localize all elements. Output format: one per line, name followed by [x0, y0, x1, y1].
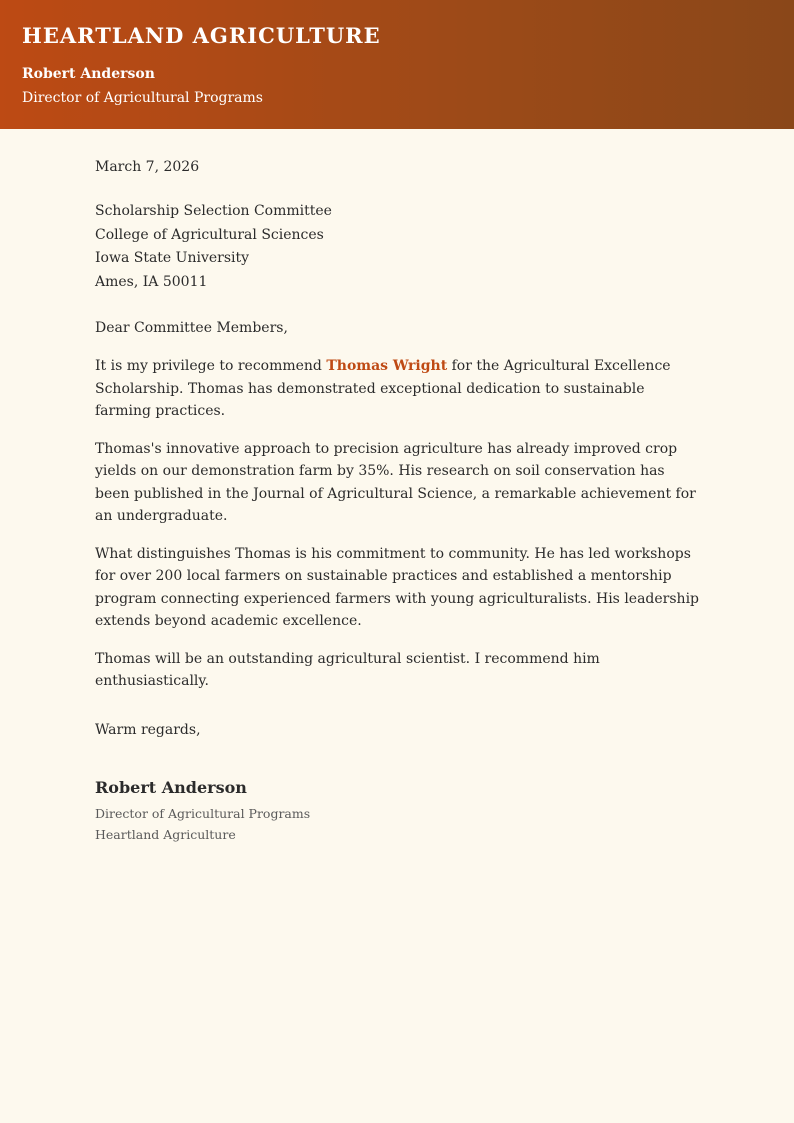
- recipient-line-2: College of Agricultural Sciences: [95, 226, 324, 243]
- paragraph-1-rest: for the Agricultural Excellence Scholarship. Thomas has demonstrated exceptional dedication to sustainable farming practices.: [95, 358, 671, 419]
- letter-date: March 7, 2026: [95, 159, 200, 175]
- candidate-name: Thomas Wright: [326, 358, 448, 374]
- letterhead: [0, 0, 794, 129]
- signature-name: Robert Anderson: [95, 777, 247, 797]
- signature-organization: Heartland Agriculture: [95, 826, 236, 842]
- signature-title: Director of Agricultural Programs: [95, 805, 311, 821]
- paragraph-4: Thomas will be an outstanding agricultural scientist. I recommend him enthusiastically.: [95, 650, 600, 689]
- letter-body: [0, 156, 794, 845]
- recipient-line-1: Scholarship Selection Committee: [95, 203, 332, 219]
- sender-title: Director of Agricultural Programs: [22, 90, 263, 106]
- organization-name: HEARTLAND AGRICULTURE: [22, 23, 381, 48]
- paragraph-2: Thomas's innovative approach to precision agriculture has already improved crop yields on our demonstration farm by 35%. His research on soil conservation has been published in the Journal of Agricultural Science, a remarkable achievement for an undergraduate.: [95, 440, 696, 524]
- paragraph-3: What distinguishes Thomas is his commitment to community. He has led workshops for over 200 local farmers on sustainable practices and established a mentorship program connecting experienced farmers with young agriculturalists. His leadership extends beyond academic excellence.: [95, 545, 700, 629]
- sender-name: Robert Anderson: [22, 66, 155, 82]
- paragraph-1: [95, 355, 699, 423]
- recipient-line-3: Iowa State University: [95, 250, 250, 266]
- paragraph-1-intro: It is my privilege to recommend: [95, 358, 327, 374]
- recipient-line-4: Ames, IA 50011: [95, 273, 208, 290]
- closing: Warm regards,: [95, 721, 201, 738]
- recipient-address: [95, 200, 699, 294]
- salutation: Dear Committee Members,: [95, 320, 288, 336]
